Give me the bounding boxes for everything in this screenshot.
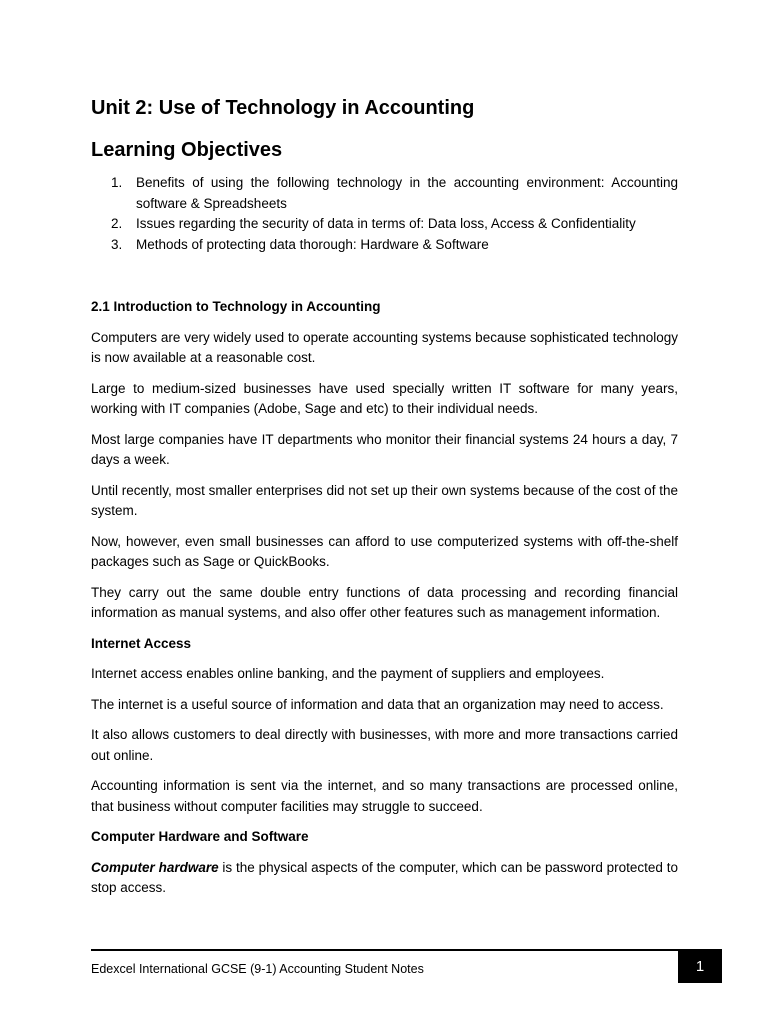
paragraph: Most large companies have IT departments who monitor their financial systems 24 hours a day, 7 days a week. <box>91 431 678 467</box>
paragraph: Until recently, most smaller enterprises did not set up their own systems because of the cost of the system. <box>91 482 678 518</box>
page-content <box>91 95 678 899</box>
paragraph: The internet is a useful source of information and data that an organization may need to access. <box>91 696 664 712</box>
hardware-paragraph <box>91 858 678 899</box>
objectives-list <box>91 173 678 255</box>
page-number: 1 <box>678 951 722 983</box>
objective-item <box>91 235 678 256</box>
paragraph: Internet access enables online banking, and the payment of suppliers and employees. <box>91 666 605 681</box>
section-heading: 2.1 Introduction to Technology in Accounting <box>91 299 381 314</box>
learning-objectives-title: Learning Objectives <box>91 139 283 161</box>
objective-item <box>91 173 678 214</box>
paragraph: Now, however, even small businesses can afford to use computerized systems with off-the-shelf packages such as Sage or QuickBooks. <box>91 533 678 569</box>
paragraph: Accounting information is sent via the internet, and so many transactions are processed online, that business without computer facilities may struggle to succeed. <box>91 778 678 814</box>
hardware-term: Computer hardware <box>91 859 219 875</box>
internet-access-heading: Internet Access <box>91 635 192 651</box>
objective-number: 3. <box>111 236 123 252</box>
objective-number: 2. <box>111 216 123 231</box>
unit-title: Unit 2: Use of Technology in Accounting <box>91 97 475 119</box>
paragraph: It also allows customers to deal directly with businesses, with more and more transactions carried out online. <box>91 727 678 763</box>
objective-number: 1. <box>111 175 123 190</box>
objective-text: Issues regarding the security of data in terms of: Data loss, Access & Confidentiality <box>136 216 636 231</box>
paragraph: They carry out the same double entry functions of data processing and recording financial information as manual systems, and also offer other features such as management information. <box>91 584 678 620</box>
hardware-definition: is the physical aspects of the computer, which can be password protected to stop access. <box>91 859 679 895</box>
objective-text: Benefits of using the following technology in the accounting environment: Accounting software & Spreadsheets <box>136 175 678 211</box>
hardware-software-heading: Computer Hardware and Software <box>91 829 309 844</box>
footer-divider <box>91 949 722 951</box>
paragraph: Computers are very widely used to operate accounting systems because sophisticated technology is now available at a reasonable cost. <box>91 329 678 365</box>
footer-text: Edexcel International GCSE (9-1) Accounting Student Notes <box>91 962 424 976</box>
objective-item <box>91 214 678 235</box>
paragraph: Large to medium-sized businesses have used specially written IT software for many years, working with IT companies (Adobe, Sage and etc) to their individual needs. <box>91 380 678 416</box>
objective-text: Methods of protecting data thorough: Hardware & Software <box>136 236 489 252</box>
